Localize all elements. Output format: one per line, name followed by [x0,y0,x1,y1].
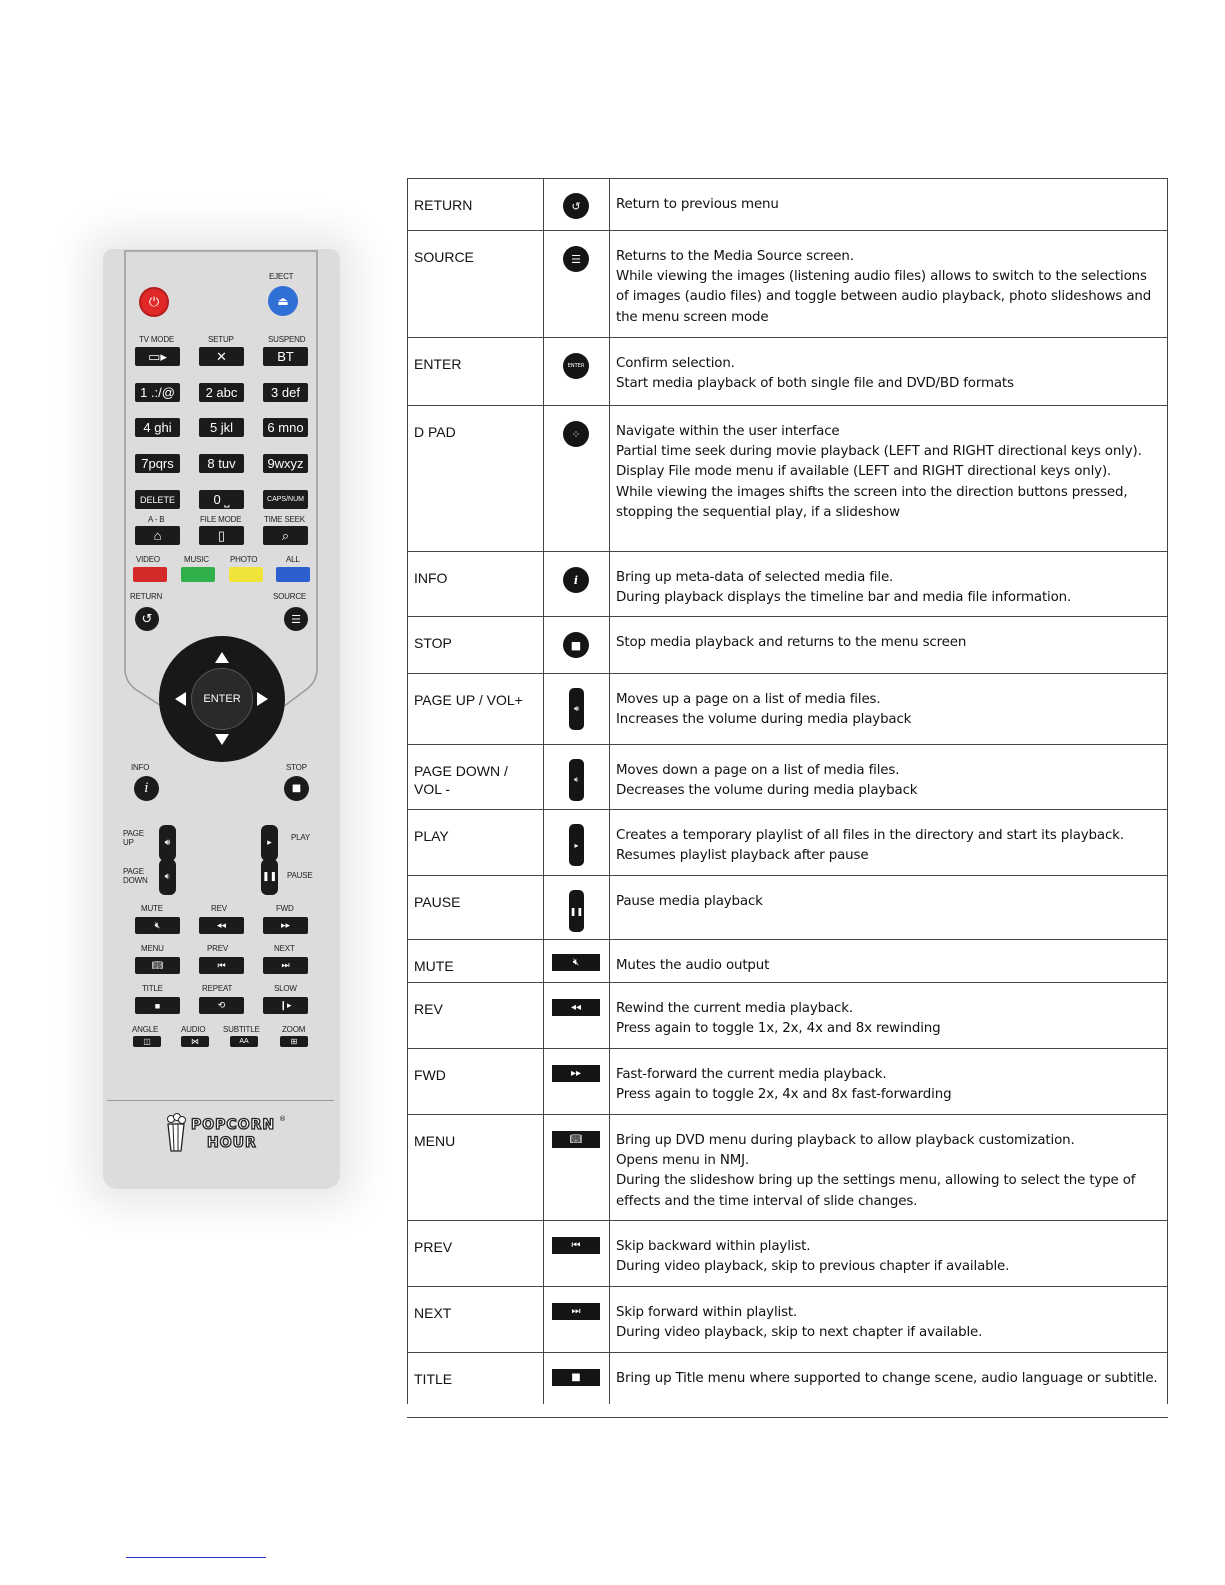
description-line: Decreases the volume during media playback [616,783,918,799]
volume-down-button[interactable]: 🔉︎ [159,859,176,895]
description-line: Resumes playlist playback after pause [616,848,869,864]
icon-cell [544,940,610,982]
volume-up-icon: 🔊︎ [569,688,584,730]
video-button[interactable] [133,567,167,582]
button-name-cell: REV [414,1001,443,1017]
table-row [407,337,1168,405]
key-9[interactable]: 9wxyz [263,454,308,473]
time-seek-label: TIME SEEK [264,515,305,524]
return-button[interactable]: ↺ [135,607,159,631]
key-3[interactable]: 3 def [263,383,308,402]
table-row [407,982,1168,1048]
description-cell [616,354,1161,394]
logo-word-popcorn: POPCORN [191,1117,276,1133]
button-name-cell: INFO [414,570,448,586]
table-row [407,1352,1168,1418]
description-line: Opens menu in NMJ. [616,1153,750,1169]
info-icon: i [563,567,589,593]
caps-num-button[interactable]: CAPS/NUM [263,490,308,509]
subtitle-button[interactable]: AA [230,1036,258,1047]
description-line: During video playback, skip to previous chapter if available. [616,1259,1010,1275]
next-icon: ⏭︎ [552,1303,600,1320]
bt-button[interactable]: BT [263,347,308,366]
description-cell [616,247,1161,328]
button-name-cell: PAGE UP / VOL+ [414,692,523,708]
icon-cell [544,810,610,875]
icon-cell [544,876,610,939]
description-line: Start media playback of both single file and DVD/BD formats [616,376,1014,392]
stop-button[interactable]: ■ [284,776,309,801]
description-line: Return to previous menu [616,197,779,212]
ab-button[interactable]: ⌂ [135,526,180,545]
prev-button[interactable]: ⏮︎ [199,957,244,974]
description-cell [616,568,1161,608]
description-cell [616,956,1161,976]
return-icon: ↺ [563,193,589,219]
table-row [407,230,1168,337]
remote-control-image [103,249,340,1189]
suspend-label: SUSPEND [268,335,306,344]
source-label: SOURCE [273,592,307,601]
description-line: Increases the volume during media playback [616,712,912,728]
description-line: While viewing the images shifts the screen into the direction buttons pressed, stopping the sequential play, if a slideshow [616,484,1128,520]
rewind-icon: ◂◂ [552,999,600,1016]
info-label: INFO [131,763,150,772]
table-row [407,1220,1168,1286]
button-name-cell: FWD [414,1067,446,1083]
description-line: Press again to toggle 2x, 4x and 8x fast-forwarding [616,1087,952,1103]
play-label: PLAY [291,833,311,842]
popcorn-bucket-icon [165,1113,187,1153]
next-button[interactable]: ⏭︎ [263,957,308,974]
button-name-cell: PAGE DOWN / VOL - [414,763,508,797]
icon-cell [544,1115,610,1220]
description-cell [616,892,1161,912]
play-button[interactable]: ▸ [261,825,278,861]
subtitle-label: SUBTITLE [223,1025,260,1034]
description-cell [616,1369,1161,1389]
slow-label: SLOW [274,984,297,993]
popcorn-hour-logo [165,1111,285,1157]
title-button[interactable]: ■ [135,997,180,1014]
eject-label: EJECT [269,272,294,281]
next-label: NEXT [274,944,295,953]
button-name-cell: SOURCE [414,249,474,265]
description-line: Moves down a page on a list of media files. [616,763,900,778]
all-label: ALL [286,555,300,564]
table-row [407,939,1168,982]
table-row [407,673,1168,744]
tv-mode-button[interactable]: ▭▸ [135,347,180,366]
time-seek-button[interactable]: ⌕ [263,526,308,545]
pause-button[interactable]: ❚❚ [261,859,278,895]
dpad-icon: ⁘ [563,421,589,447]
angle-label: ANGLE [132,1025,159,1034]
key-6[interactable]: 6 mno [263,418,308,437]
description-line: Fast-forward the current media playback. [616,1067,887,1082]
key-5[interactable]: 5 jkl [199,418,244,437]
return-label: RETURN [130,592,163,601]
icon-cell [544,745,610,809]
key-4[interactable]: 4 ghi [135,418,180,437]
setup-button[interactable]: ✕ [199,347,244,366]
button-name-cell: PLAY [414,828,449,844]
key-1[interactable]: 1 .:/@ [135,383,180,402]
photo-button[interactable] [229,567,263,582]
dpad-left-arrow[interactable] [175,692,186,706]
key-8[interactable]: 8 tuv [199,454,244,473]
registered-mark: ® [279,1115,286,1123]
button-name-cell: RETURN [414,197,473,213]
description-cell [616,826,1161,866]
table-row [407,1286,1168,1352]
icon-cell [544,552,610,616]
icon-cell [544,1353,610,1417]
key-0[interactable]: 0 ⎵ [199,490,244,509]
description-line: Skip backward within playlist. [616,1239,811,1254]
volume-up-button[interactable]: 🔊︎ [159,825,176,861]
description-line: Pause media playback [616,894,763,909]
icon-cell [544,179,610,230]
page-down-label: PAGE DOWN [123,867,148,885]
icon-cell [544,617,610,673]
button-name-cell: PREV [414,1239,453,1255]
setup-label: SETUP [208,335,234,344]
description-line: While viewing the images (listening audio files) allows to switch to the selections of images (audio files) and toggle between audio playback, photo slideshows and the menu screen mode [616,269,1152,325]
description-cell [616,422,1161,523]
table-row [407,405,1168,551]
source-button[interactable]: ☰ [284,607,308,631]
table-row [407,1048,1168,1114]
dpad-right-arrow[interactable] [257,692,268,706]
fwd-label: FWD [276,904,294,913]
description-line: Mutes the audio output [616,958,770,973]
file-mode-button[interactable]: ▯ [199,526,244,545]
photo-label: PHOTO [230,555,258,564]
button-name-cell: MUTE [414,958,454,974]
description-cell [616,1065,1161,1105]
fwd-button[interactable]: ▸▸ [263,917,308,934]
source-icon: ☰ [563,246,589,272]
fast-forward-icon: ▸▸ [552,1065,600,1082]
key-2[interactable]: 2 abc [199,383,244,402]
table-row [407,875,1168,939]
title-label: TITLE [142,984,163,993]
volume-down-icon: 🔉︎ [569,759,584,801]
pause-label: PAUSE [287,871,313,880]
description-line: Bring up DVD menu during playback to allow playback customization. [616,1133,1075,1148]
description-cell [616,690,1161,730]
icon-cell [544,406,610,551]
repeat-label: REPEAT [202,984,233,993]
eject-button[interactable]: ⏏ [268,286,298,316]
icon-cell [544,1221,610,1286]
stop-label: STOP [286,763,307,772]
menu-button[interactable]: 📖︎ [135,957,180,974]
description-line: During the slideshow bring up the settings menu, allowing to select the type of effects and the time interval of slide changes. [616,1173,1136,1209]
icon-cell [544,338,610,405]
remote-divider [107,1100,334,1101]
ab-label: A - B [148,515,165,524]
icon-cell [544,1049,610,1114]
stop-icon: ■ [563,632,589,658]
tv-mode-label: TV MODE [139,335,175,344]
description-line: Display File mode menu if available (LEFT and RIGHT directional keys only). [616,464,1112,480]
info-button[interactable]: i [134,776,159,801]
button-name-cell: D PAD [414,424,456,440]
icon-cell [544,1287,610,1352]
table-row [407,616,1168,673]
mute-icon: 🔇︎ [552,954,600,971]
button-name-cell: ENTER [414,356,462,372]
audio-label: AUDIO [181,1025,206,1034]
angle-button[interactable]: ◫ [133,1036,161,1047]
play-icon: ▸ [569,824,584,866]
description-line: Creates a temporary playlist of all files in the directory and start its playback. [616,828,1124,843]
description-line: During playback displays the timeline bar and media file information. [616,590,1072,606]
icon-cell [544,674,610,744]
description-line: Confirm selection. [616,356,735,371]
button-name-cell: MENU [414,1133,456,1149]
file-mode-label: FILE MODE [200,515,242,524]
dpad-down-arrow[interactable] [215,734,229,745]
description-line: Stop media playback and returns to the menu screen [616,635,967,650]
description-line: Rewind the current media playback. [616,1001,853,1016]
prev-label: PREV [207,944,228,953]
description-cell [616,761,1161,801]
menu-label: MENU [141,944,164,953]
description-line: Navigate within the user interface [616,424,840,439]
description-cell [616,1131,1161,1212]
icon-cell [544,231,610,337]
dpad[interactable] [159,636,285,762]
logo-word-hour: HOUR [207,1135,257,1151]
table-row [407,551,1168,616]
button-name-cell: NEXT [414,1305,452,1321]
zoom-button[interactable]: ⊞ [280,1036,308,1047]
power-button[interactable]: ⏻ [139,287,169,317]
rev-label: REV [211,904,227,913]
menu-book-icon: 📖︎ [552,1131,600,1148]
button-name-cell: TITLE [414,1371,453,1387]
all-button[interactable] [276,567,310,582]
footer-link-underline [126,1557,266,1558]
enter-icon: ENTER [563,353,589,379]
table-row [407,809,1168,875]
description-line: Partial time seek during movie playback (LEFT and RIGHT directional keys only). [616,444,1142,460]
remote-functions-table [407,178,1168,1418]
pause-icon: ❚❚ [569,890,584,932]
key-7[interactable]: 7pqrs [135,454,180,473]
mute-label: MUTE [141,904,163,913]
description-line: Press again to toggle 1x, 2x, 4x and 8x rewinding [616,1021,941,1037]
enter-button[interactable]: ENTER [191,668,253,730]
description-cell [616,1303,1161,1343]
description-line: Bring up meta-data of selected media file. [616,570,894,585]
description-line: Returns to the Media Source screen. [616,249,854,264]
description-line: Bring up Title menu where supported to change scene, audio language or subtitle. [616,1371,1158,1386]
icon-cell [544,983,610,1048]
description-cell [616,999,1161,1039]
description-line: Skip forward within playlist. [616,1305,798,1320]
button-name-cell: STOP [414,635,452,651]
table-row [407,1114,1168,1220]
music-label: MUSIC [184,555,209,564]
slow-button[interactable]: ❙▸ [263,997,308,1014]
description-cell [616,633,1161,653]
previous-icon: ⏮︎ [552,1237,600,1254]
description-line: Moves up a page on a list of media files. [616,692,881,707]
music-button[interactable] [181,567,215,582]
audio-button[interactable]: ⋈ [181,1036,209,1047]
repeat-button[interactable]: ⟲ [199,997,244,1014]
folder-icon: ■ [552,1369,600,1386]
video-label: VIDEO [136,555,160,564]
zoom-label: ZOOM [282,1025,306,1034]
rev-button[interactable]: ◂◂ [199,917,244,934]
description-cell [616,1237,1161,1277]
description-cell [616,195,1161,215]
dpad-up-arrow[interactable] [215,652,229,663]
page-up-label: PAGE UP [123,829,144,847]
button-name-cell: PAUSE [414,894,461,910]
mute-button[interactable]: 🔇︎ [135,917,180,934]
description-line: During video playback, skip to next chapter if available. [616,1325,983,1341]
table-row [407,744,1168,809]
delete-button[interactable]: DELETE [135,490,180,509]
table-row [407,178,1168,230]
